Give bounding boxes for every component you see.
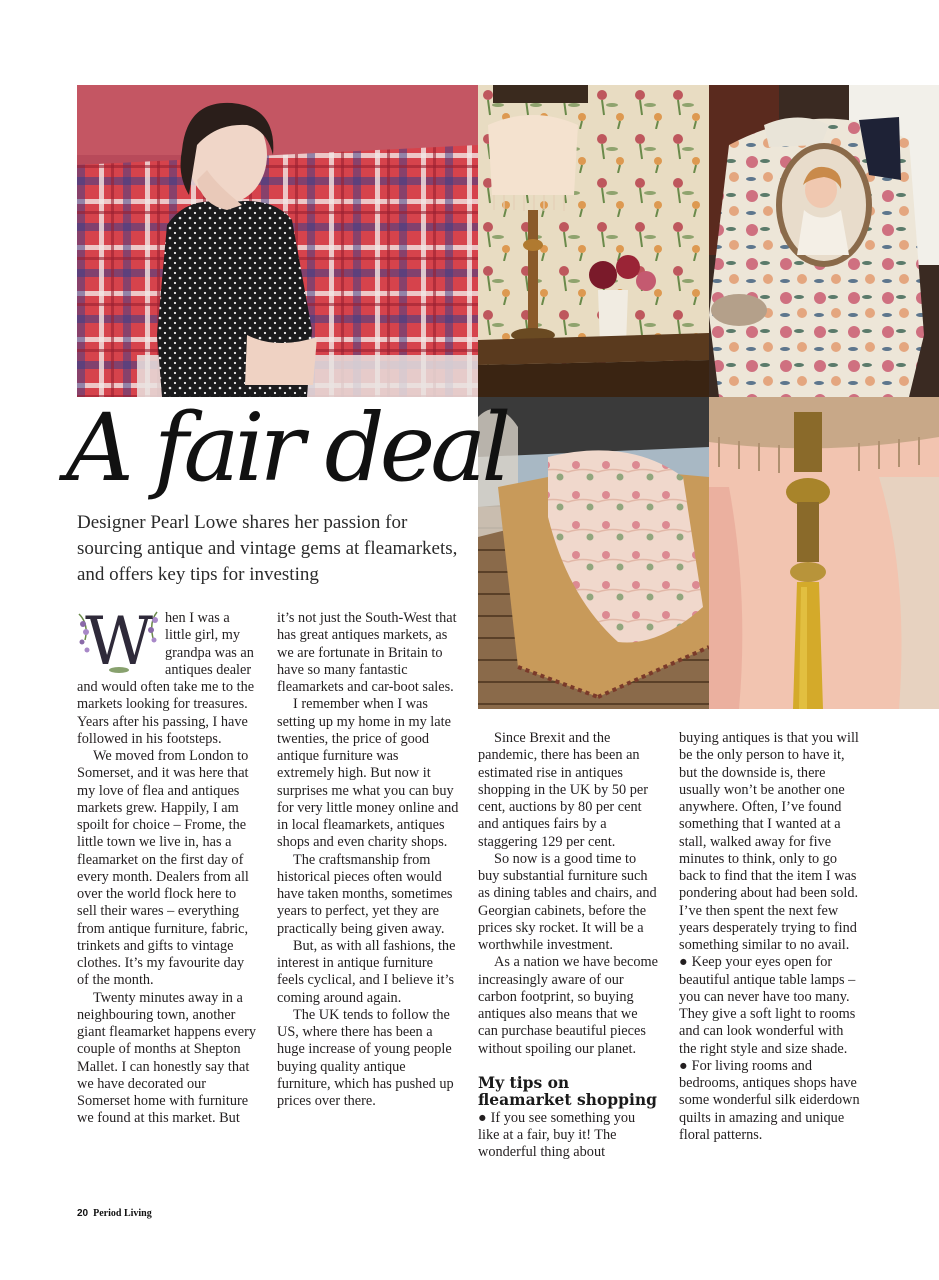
body-text: hen I was a little girl, my grandpa was an antiques dealer and would often take me to the markets looking for treasures. Years after his passing, I have followed in his footsteps. xyxy=(77,610,255,747)
body-paragraph: I remember when I was setting up my home in my late twenties, the price of good antique furniture was extremely high. But now it surprises me what you can buy for very little money online and in local fleamarkets, antiques shops and even charity shops. xyxy=(277,696,459,851)
bullet-icon: ● xyxy=(478,1109,487,1126)
tip-text: Keep your eyes open for beautiful antique table lamps – you can never have too many. They give a soft light to rooms and can look wonderful with the right style and size shade. xyxy=(679,954,856,1057)
tip-text: For living rooms and bedrooms, antiques shops have some wonderful silk eiderdown quilts in amazing and unique floral patterns. xyxy=(679,1057,860,1143)
dropcap xyxy=(77,603,161,680)
tip-text: If you see something you like at a fair, buy it! The wonderful thing about xyxy=(478,1109,636,1161)
body-paragraph: So now is a good time to buy substantial furniture such as dining tables and chairs, and Georgian cabinets, before the prices sky rocket. It will be a worthwhile investment. xyxy=(478,850,657,953)
body-paragraph: As a nation we have become increasingly aware of our carbon footprint, so buying antiques also means that we can purchase beautiful pieces without spoiling our planet. xyxy=(478,954,658,1057)
body-paragraph xyxy=(77,603,259,748)
tip-continuation: buying antiques is that you will be the only person to have it, but the downside is, there usually won’t be another one anywhere. Often, I’ve found something that I wanted at a stall, walked away for five minutes to think, only to go back to find that the item I was pondering about had been sold. I’ve then spent the next few years desperately trying to find something similar to no avail. xyxy=(679,730,859,953)
body-paragraph: The UK tends to follow the US, where there has been a huge increase of young people buying quality antique furniture, which has pushed up prices over there. xyxy=(277,1006,454,1109)
dropcap-letter: W xyxy=(85,603,153,680)
body-paragraph: The craftsmanship from historical pieces often would have taken months, sometimes years to perfect, yet they are practically being given away. xyxy=(277,851,453,937)
body-paragraph: it’s not just the South-West that has great antiques markets, as we are fortunate in Britain to have so many fantastic fleamarkets and car-boot sales. xyxy=(277,610,457,695)
body-column-3 xyxy=(478,730,660,1162)
body-paragraph: Since Brexit and the pandemic, there has been an estimated rise in antiques shopping in the UK by 50 per cent, auctions by 80 per cent and antiques fairs by a staggering 129 per cent. xyxy=(478,730,648,850)
tip-item xyxy=(679,1058,863,1144)
body-paragraph: Twenty minutes away in a neighbouring town, another giant fleamarket happens every couple of months at Shepton Mallet. I can honestly say that we have decorated our Somerset home with furniture we found at this market. But xyxy=(77,989,257,1127)
body-column-1 xyxy=(77,603,259,1128)
woman-on-tartan-sofa-photo xyxy=(77,85,478,397)
fringed-table-lamp-floral-wallpaper-photo xyxy=(478,85,709,397)
bullet-icon: ● xyxy=(679,954,688,971)
standfirst: Designer Pearl Lowe shares her passion for sourcing antique and vintage gems at fleamarkets, and offers key tips for investing xyxy=(77,512,458,585)
tips-heading: My tips on fleamarket shopping xyxy=(478,1072,657,1109)
magazine-name: Period Living xyxy=(93,1208,152,1219)
eiderdown-quilt-on-bed-photo xyxy=(478,397,709,709)
page-folio xyxy=(77,1208,152,1219)
gilded-lamp-base-pink-shade-photo xyxy=(709,397,939,709)
tip-item xyxy=(478,1110,660,1162)
tip-item xyxy=(679,954,863,1058)
body-paragraph: But, as with all fashions, the interest in antique furniture feels cyclical, and I believe it’s coming around again. xyxy=(277,937,456,1006)
headline: A fair deal xyxy=(66,394,507,503)
bullet-icon: ● xyxy=(679,1057,688,1074)
body-column-4 xyxy=(679,730,863,1144)
body-paragraph: We moved from London to Somerset, and it was here that my love of flea and antiques markets grew. Happily, I am spoilt for choice – Frome, the little town we live in, has a fleamarket on the first day of every month. Dealers from all over the world flock here to sell their wares – everything from antique furniture, fabric, trinkets and gifts to vintage clothes. It’s my favourite day of the month. xyxy=(77,748,249,989)
body-column-2 xyxy=(277,610,459,1110)
page-number: 20 xyxy=(77,1208,89,1219)
floral-armchair-with-portrait-photo xyxy=(709,85,939,397)
